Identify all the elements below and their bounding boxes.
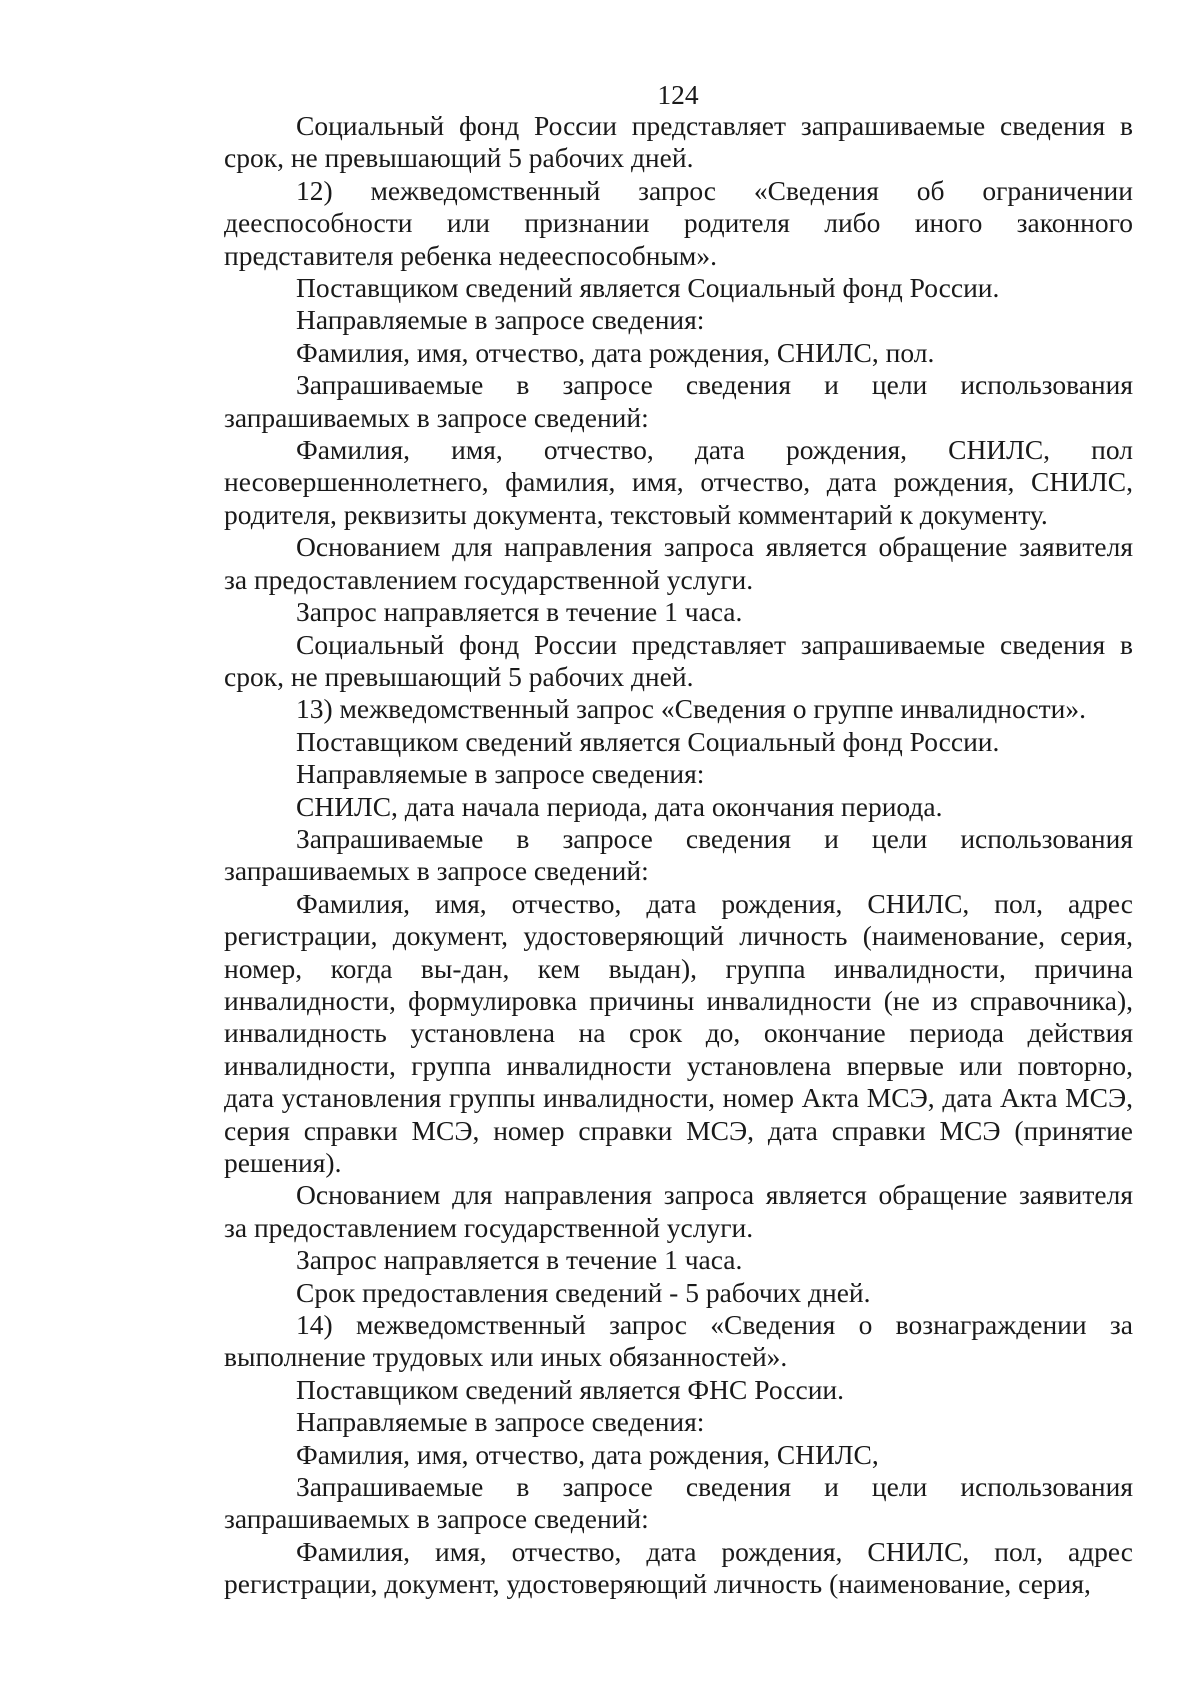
paragraph: Поставщиком сведений является Социальный фонд России. [296,725,1000,757]
list-item-12: 12) межведомственный запрос «Сведения об ограничении дееспособности или признании родителя либо иного законного представителя ребенка недееспособным». [224,174,1133,271]
paragraph: Направляемые в запросе сведения: [296,1406,705,1438]
list-item-13: 13) межведомственный запрос «Сведения о группе инвалидности». [296,693,1086,725]
paragraph: Фамилия, имя, отчество, дата рождения, СНИЛС, пол. [296,336,935,368]
paragraph: Основанием для направления запроса является обращение заявителя за предоставлением государственной услуги. [224,531,1133,595]
paragraph: Запрашиваемые в запросе сведения и цели использования запрашиваемых в запросе сведений: [224,1471,1133,1535]
paragraph: Социальный фонд России представляет запрашиваемые сведения в срок, не превышающий 5 рабочих дней. [224,628,1133,692]
document-body [224,110,1133,1601]
paragraph: Фамилия, имя, отчество, дата рождения, СНИЛС, пол, адрес регистрации, документ, удостоверяющий личность (наименование, серия, номер, когда вы-дан, кем выдан), группа инвалидности, причина инвалидности, формулировка причины инвалидности (не из справочника), инвалидность установлена на срок до, окончание периода действия инвалидности, группа инвалидности установлена впервые или повторно, дата установления группы инвалидности, номер Акта МСЭ, дата Акта МСЭ, серия справки МСЭ, номер справки МСЭ, дата справки МСЭ (принятие решения). [224,887,1133,1178]
paragraph: Запрашиваемые в запросе сведения и цели использования запрашиваемых в запросе сведений: [224,369,1133,433]
paragraph: Запрос направляется в течение 1 часа. [296,596,743,628]
page-number: 124 [657,79,699,110]
paragraph: Запрашиваемые в запросе сведения и цели использования запрашиваемых в запросе сведений: [224,822,1133,887]
paragraph: Срок предоставления сведений - 5 рабочих дней. [296,1276,871,1308]
paragraph: Социальный фонд России представляет запрашиваемые сведения в срок, не превышающий 5 рабочих дней. [224,110,1133,174]
paragraph: Фамилия, имя, отчество, дата рождения, СНИЛС, [296,1438,879,1470]
list-item-14: 14) межведомственный запрос «Сведения о вознаграждении за выполнение трудовых или иных обязанностей». [224,1309,1133,1373]
paragraph: Направляемые в запросе сведения: [296,758,705,790]
paragraph: Поставщиком сведений является Социальный фонд России. [296,272,1000,304]
paragraph: СНИЛС, дата начала периода, дата окончания периода. [296,790,943,822]
paragraph: Поставщиком сведений является ФНС России. [296,1373,844,1405]
paragraph: Запрос направляется в течение 1 часа. [296,1244,743,1276]
paragraph: Направляемые в запросе сведения: [296,304,705,336]
paragraph: Фамилия, имя, отчество, дата рождения, СНИЛС, пол несовершеннолетнего, фамилия, имя, отчество, дата рождения, СНИЛС, родителя, реквизиты документа, текстовый комментарий к документу. [224,434,1133,530]
paragraph: Основанием для направления запроса является обращение заявителя за предоставлением государственной услуги. [224,1179,1133,1243]
paragraph: Фамилия, имя, отчество, дата рождения, СНИЛС, пол, адрес регистрации, документ, удостоверяющий личность (наименование, серия, [224,1535,1133,1600]
